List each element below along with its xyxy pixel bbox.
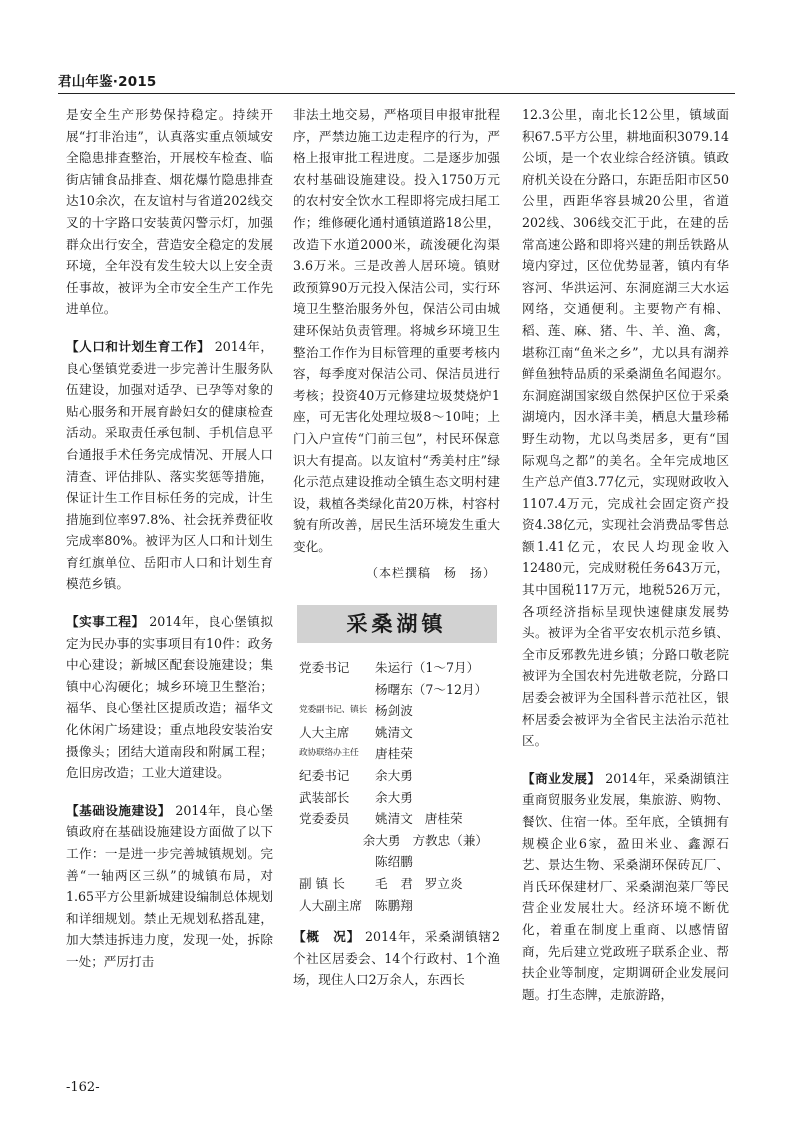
- official-role: 党委委员: [299, 811, 350, 827]
- official-name: 杨剑波: [375, 703, 413, 719]
- town-title-banner: 采桑湖镇: [297, 605, 497, 643]
- official-name: 罗立炎: [424, 876, 463, 891]
- official-name: 姚清文: [375, 724, 413, 740]
- official-row: [299, 787, 500, 809]
- official-row: [299, 657, 500, 679]
- infrastructure-continued: 非法土地交易，严格项目申报审批程序，严禁边施工边走程序的行为，严格上报审批工程进度。二是逐步加强农村基础设施建设。投入1750万元的农村安全饮水工程即将完成扫尾工作；维修硬化通村通镇道路18公里，改造下水道2000米，疏浚硬化沟渠3.6万米。三是改善人居环境。镇财政预算90万元投入保洁公司，实行环境卫生整治服务外包，保洁公司由城建环保站负责管理。将城乡环境卫生整治工作作为目标管理的重要考核内容，每季度对保洁公司、保洁员进行考核；投资40万元修建垃圾焚烧炉1座，可无害化处理垃圾8～10吨；上门入户宣传“门前三包”，村民环保意识大有提高。以友谊村“秀美村庄”绿化示范点建设推动全镇生态文明村建设，栽植各类绿化苗20万株，村容村貌有所改善，居民生活环境发生重大变化。: [293, 107, 500, 554]
- official-name: 余大勇: [362, 832, 401, 848]
- infrastructure-text: 2014年，良心堡镇政府在基础设施建设方面做了以下工作：一是进一步完善城镇规划。完善“一轴两区三纵”的城镇布局，对1.65平方公里新城建设编制总体规划和详细规划。禁止无规划私搭乱建，加大禁违拆违力度，发现一处，拆除一处；严厉打击: [66, 802, 273, 969]
- official-row: [299, 765, 500, 787]
- population-section: [66, 336, 273, 595]
- official-role: 武装部长: [299, 789, 350, 805]
- official-names: [363, 830, 500, 852]
- official-role: [299, 830, 363, 852]
- official-row: [299, 830, 500, 852]
- overview-continued: 12.3公里，南北长12公里，镇域面积67.5平方公里，耕地面积3079.14公顷，是一个农业综合经济镇。镇政府机关设在分路口，东距岳阳市区50公里，西距华容县城20公里，省道202线、306线交汇于此，在建的岳常高速公路和即将兴建的荆岳铁路从境内穿过，区位优势显著，镇内有华容河、华洪运河、东洞庭湖三大水运网络，交通便利。主要物产有棉、稻、莲、麻、猪、牛、羊、渔、禽，堪称江南“鱼米之乡”，尤以具有湖养鲜鱼独特品质的采桑湖鱼名闻遐尔。东洞庭湖国家级自然保护区位于采桑湖境内，因水泽丰美，栖息大量珍稀野生动物，尤以鸟类居多，更有“国际观鸟之都”的美名。全年完成地区生产总产值3.77亿元，实现财政收入1107.4万元，完成社会固定资产投资4.38亿元，实现社会消费品零售总额1.41亿元，农民人均现金收入12480元，完成财税任务643万元，其中国税117万元，地税526万元，各项经济指标呈现快速健康发展势头。被评为全省平安农机示范乡镇、全市反邪教先进乡镇；分路口敬老院被评为全国农村先进敬老院，分路口居委会被评为全国科普示范社区，银杯居委会被评为全省民主法治示范社区。: [522, 107, 729, 749]
- column-3: [522, 104, 729, 1005]
- running-header: 君山年鉴·2015: [58, 74, 157, 90]
- column-1: [66, 104, 273, 973]
- official-role: 党委副书记、镇长: [299, 705, 367, 716]
- official-names: [375, 787, 425, 809]
- official-name: 余大勇: [375, 789, 413, 805]
- population-text: 2014年，良心堡镇党委进一步完善计生服务队伍建设，加强对适孕、已孕等对象的贴心服务和开展育龄妇女的健康检查活动。采取责任承包制、手机信息平台通报手术任务完成情况、开展人口清查、评估排队、落实奖惩等措施，保证计生工作目标任务的完成，计生措施到位率97.8%、社会抚养费征收完成率80%。被评为区人口和计划生育红旗单位、岳阳市人口和计划生育模范乡镇。: [66, 338, 274, 592]
- section-title-overview: 【概 况】: [293, 929, 361, 945]
- column-2: [293, 104, 500, 991]
- official-row: [299, 808, 500, 830]
- official-names: [375, 743, 425, 765]
- official-row: [299, 679, 500, 701]
- official-names: [375, 851, 425, 873]
- section-title-projects: 【实事工程】: [66, 614, 145, 630]
- official-role: [299, 679, 375, 701]
- official-name: 毛 君: [375, 876, 413, 891]
- official-role: 政协联络办主任: [299, 748, 359, 759]
- infrastructure-section: [66, 800, 273, 973]
- officials-list: [299, 657, 500, 916]
- official-names: [375, 700, 425, 722]
- safety-paragraph: 是安全生产形势保持稳定。持续开展“打非治违”，认真落实重点领域安全隐患排查整治，开展校车检查、临街店铺食品排查、烟花爆竹隐患排查达10余次，在友谊村与省道202线交叉的十字路口安装黄闪警示灯，加强群众出行安全，营造安全稳定的发展环境，全年没有发生较大以上安全责任事故，被评为全市安全生产工作先进单位。: [66, 107, 273, 317]
- business-section: [522, 768, 729, 1006]
- projects-section: [66, 611, 273, 784]
- official-name: 姚清文: [375, 811, 413, 827]
- official-role: 纪委书记: [299, 768, 350, 784]
- official-row: [299, 895, 500, 917]
- official-role: 党委书记: [299, 660, 350, 676]
- official-role: 人大主席: [299, 724, 350, 740]
- business-text: 2014年，采桑湖镇注重商贸服务业发展，集旅游、购物、餐饮、住宿一体。至年底，全镇拥有规模企业6家，盈田米业、鑫源石艺、景达生物、采桑湖环保砖瓦厂、肖氏环保建材厂、采桑湖泡菜厂等民营企业发展壮大。经济环境不断优化，着重在制度上重商、以感情留商，先后建立党政班子联系企业、帮扶企业等制度，定期调研企业发展问题。打生态牌，走旅游路，: [522, 770, 729, 1002]
- official-names: [375, 722, 425, 744]
- official-names: [375, 679, 499, 701]
- official-row: [299, 743, 500, 765]
- official-row: [299, 873, 500, 895]
- official-name: 方教忠（兼）: [412, 832, 488, 848]
- overview-section: [293, 926, 500, 991]
- official-name: 朱运行（1～7月）: [375, 660, 480, 676]
- official-name: 唐桂荣: [375, 746, 413, 762]
- projects-text: 2014年，良心堡镇拟定为民办事的实事项目有10件：政务中心建设；新城区配套设施建设；集镇中心沟硬化；城乡环境卫生整治；福华、良心堡社区提质改造；福华文化休闲广场建设；重点地段安装治安摄像头；团结大道南段和附属工程；危旧房改造；工业大道建设。: [66, 614, 273, 781]
- official-role: [299, 851, 375, 873]
- official-names: [375, 657, 491, 679]
- official-name: 唐桂荣: [424, 811, 463, 827]
- official-name: 陈鹏翔: [375, 897, 413, 913]
- header-rule: [58, 93, 735, 94]
- official-row: [299, 851, 500, 873]
- official-name: 余大勇: [375, 768, 413, 784]
- official-role: 副 镇 长: [299, 876, 345, 891]
- official-name: 陈绍鹏: [375, 854, 413, 870]
- page-number: -162-: [66, 1080, 100, 1095]
- official-names: [375, 808, 475, 830]
- official-name: 杨曙东（7～12月）: [375, 681, 488, 697]
- section-title-population: 【人口和计划生育工作】: [66, 338, 211, 354]
- author-byline: （本栏撰稿 杨 扬）: [365, 566, 496, 581]
- official-names: [375, 873, 475, 895]
- official-names: [375, 765, 425, 787]
- official-names: [375, 895, 425, 917]
- section-title-business: 【商业发展】: [522, 770, 601, 786]
- overview-text: 2014年，采桑湖镇辖2个社区居委会、14个行政村、1个渔场，现住人口2万余人，东西长: [293, 929, 500, 988]
- official-role: 人大副主席: [299, 897, 362, 913]
- official-row: [299, 722, 500, 744]
- section-title-infrastructure: 【基础设施建设】: [66, 802, 171, 818]
- official-row: [299, 700, 500, 722]
